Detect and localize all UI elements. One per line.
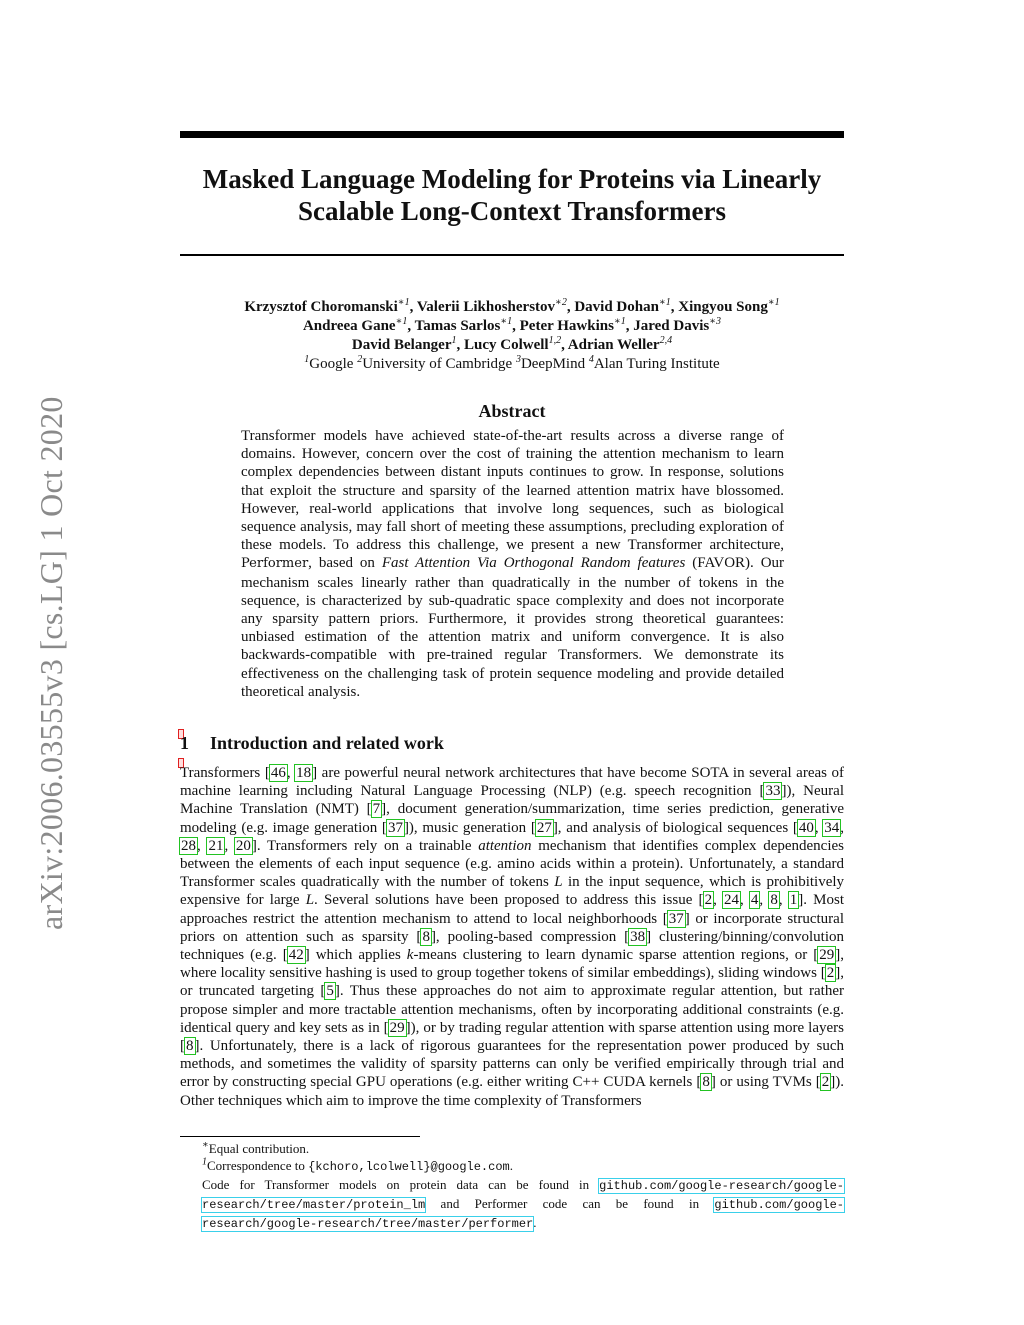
title-line-2: Scalable Long-Context Transformers (298, 196, 726, 226)
citation-link[interactable]: 18 (296, 765, 312, 781)
footnote-text: . (533, 1215, 537, 1230)
citation-link[interactable]: 42 (288, 947, 304, 964)
author-sep: , (625, 318, 634, 334)
author-sep: , (561, 337, 568, 353)
section-heading (180, 733, 444, 754)
title-line-1: Masked Language Modeling for Proteins via Linearly (202, 164, 822, 194)
footnote-text: Correspondence to (207, 1158, 309, 1173)
citation-link[interactable]: 29 (819, 947, 835, 964)
affiliations-line (170, 355, 854, 374)
author-sep: , (409, 299, 417, 315)
author-name: Adrian Weller (567, 337, 660, 353)
author-name: David Dohan (574, 299, 659, 315)
footnote-text: Code for Transformer models on protein data can be found in (202, 1177, 600, 1192)
author-name: Xingyou Song (678, 299, 768, 315)
author-name: Krzysztof Choromanski (244, 299, 398, 315)
author-sup: ∗1 (395, 316, 408, 327)
body-text: ], where locality sensitive hashing is used to group together tokens of similar embeddings), sliding windows [ (180, 947, 845, 982)
citation-link[interactable]: 46 (270, 765, 286, 781)
citation-link[interactable]: 2 (704, 892, 713, 909)
author-sup: 1 (451, 335, 457, 346)
performer-link[interactable]: github.com/google-research/google-research/tree/master/performer (202, 1198, 844, 1231)
author-name: Jared Davis (633, 318, 710, 334)
author-line-3 (170, 336, 854, 355)
body-text: Transformers [ (180, 765, 270, 781)
aff-sup: 3 (515, 354, 521, 365)
arxiv-stamp: arXiv:2006.03555v3 [cs.LG] 1 Oct 2020 (33, 396, 69, 930)
citation-link[interactable]: 8 (770, 892, 778, 909)
abstract-text: Transformer models have achieved state-of-the-art results across a diverse range of domains. However, concern over the cost of training the attention mechanism to learn complex dependencies between distant inputs continues to grow. In response, solutions that exploit the structure and sparsity of the learned attention matrix have blossomed. However, real-world applications that involve long sequences, such as biological sequence analysis, may fall short of meeting these assumptions, precluding exploration of these models. To address this challenge, we present a new Transformer architecture, (241, 428, 784, 554)
section-number: 1 (180, 733, 189, 753)
footnote-rule (180, 1136, 420, 1137)
section-title: Introduction and related work (210, 733, 444, 753)
performer-name: Performer (241, 556, 309, 572)
footnote-text: . (509, 1158, 513, 1173)
abstract-text: (FAVOR). Our mechanism scales linearly rather than quadratically in the number of tokens in the sequence, is characterized by sub-quadratic space complexity and does not incorporate any sparsity pattern priors. Furthermore, it provides strong theoretical guarantees: unbiased estimation of the attention matrix and uniform convergence. It is also backwards-compatible with pre-trained regular Transformers. We demonstrate its effectiveness on the challenging task of protein sequence modeling and provide detailed theoretical analysis. (241, 555, 785, 700)
protein-lm-link[interactable]: github.com/google-research/google-research/tree/master/protein_lm (202, 1179, 844, 1212)
body-text: ] which applies (304, 947, 401, 964)
citation-link[interactable]: 33 (765, 783, 781, 800)
author-sup: 1,2 (548, 335, 562, 346)
affiliation: Google (309, 356, 358, 372)
body-text: ]. Most approaches restrict the attention mechanism to attend to local neighborhoods [ (180, 892, 845, 927)
author-line-1 (170, 298, 854, 317)
author-sep: , (566, 299, 575, 315)
citation-link[interactable]: 2 (821, 1074, 830, 1091)
body-text: ]. Thus these approaches do not aim to approximate regular attention, but rather propose simpler and more tractable attention mechanisms, often by incorporating additional constraints (e.g. identical query and key sets as in [ (180, 983, 844, 1036)
citation-link[interactable]: 34 (824, 819, 840, 836)
body-text: ]). Other techniques which aim to improve the time complexity of Transformers (180, 1074, 845, 1109)
citation-link[interactable]: 7 (372, 801, 381, 818)
math-L: L (305, 892, 315, 909)
footnote-text: Equal contribution. (208, 1141, 310, 1156)
body-text: ], pooling-based compression [ (430, 928, 630, 945)
title-top-rule (180, 131, 844, 138)
body-text: ] or using TVMs [ (710, 1074, 821, 1091)
author-block (170, 298, 854, 374)
footnote-equal-contribution (180, 1140, 844, 1157)
citation-link[interactable]: 24 (723, 892, 739, 909)
author-sup: ∗1 (500, 316, 513, 327)
body-text: . Several solutions have been proposed to address this issue [ (314, 892, 704, 909)
author-line-2 (170, 317, 854, 336)
body-text: -means clustering to learn dynamic sparse attention regions, or [ (413, 947, 819, 964)
footnote-mark: 1 (202, 1156, 207, 1168)
body-text: ]. Transformers rely on a trainable (251, 837, 472, 854)
body-text: mechanism that identifies complex dependencies between the elements of each input sequence (e.g. amino acids within a protein). Unfortunately, a standard Transformer scales quadratically with the number of tokens (180, 837, 845, 891)
author-sep: , (512, 318, 520, 334)
affiliation: University of Cambridge (362, 356, 516, 372)
citation-link[interactable]: 4 (750, 892, 759, 909)
footnote-mark: ∗ (202, 1139, 209, 1151)
author-name: Valerii Likhosherstov (416, 299, 556, 315)
body-text: ]), music generation [ (403, 819, 536, 836)
favor-expansion: Fast Attention Via Orthogonal Random features (381, 555, 686, 572)
citation-link[interactable]: 37 (668, 910, 684, 927)
abstract-heading: Abstract (478, 401, 546, 421)
body-text: ], document generation/summarization, time series prediction, generative modeling (e.g. image generation [ (180, 801, 844, 836)
aff-sup: 1 (304, 354, 310, 365)
citation-link[interactable]: 8 (422, 928, 430, 945)
paper-title (170, 163, 854, 227)
citation-link[interactable]: 37 (387, 819, 403, 836)
citation-link[interactable]: 29 (389, 1019, 405, 1036)
author-sup: ∗1 (767, 297, 780, 308)
author-name: Peter Hawkins (519, 318, 614, 334)
citation-link[interactable]: 28 (181, 837, 196, 854)
body-text: ]), Neural Machine Translation (NMT) [ (180, 783, 844, 818)
aff-sup: 4 (588, 354, 594, 365)
citation-link[interactable]: 38 (630, 928, 646, 945)
aff-sup: 2 (357, 354, 363, 365)
author-sep: , (456, 337, 464, 353)
body-text: ], or truncated targeting [ (180, 965, 844, 1000)
affiliation: Alan Turing Institute (593, 356, 720, 372)
citation-link[interactable]: 2 (826, 965, 835, 982)
section-body: Transformers [46, 18] are powerful neural network architectures that have become SOTA in several areas of machine learning including Natural Language Processing (NLP) (e.g. speech recognition [33]), Neural Machine Translation (NMT) [7], document generation/summarization, time series prediction, generative modeling (e.g. image generation [37]), music generation [27], and analysis of biological sequences [40, 34, 28, 21, 20]. Transformers rely on a trainable attention mechanism that identifies complex dependencies between the elements of each input sequence (e.g. amino acids within a protein). Unfortunately, a standard Transformer scales quadratically with the number of tokens L in the input sequence, which is prohibitively expensive for large L. Several solutions have been proposed to address this issue [2, 24, 4, 8, 1]. Most approaches restrict the attention mechanism to attend to local neighborhoods [37] or incorporate structural priors on attention such as sparsity [8], pooling-based compression [38] clustering/binning/convolution techniques (e.g. [42] which applies k-means clustering to learn dynamic sparse attention regions, or [29], where locality sensitive hashing is used to group together tokens of similar embeddings), sliding windows [2], or truncated targeting [5]. Thus these approaches do not aim to approximate regular attention, but rather propose simpler and more tractable attention mechanisms, often by incorporating additional constraints (e.g. identical query and key sets as in [29]), or by trading regular attention with sparse attention using more layers [8]. Unfortunately, there is a lack of rigorous guarantees for the representation power produced by such methods, and sometimes the validity of sparsity patterns can only be verified empirically through trial and error by constructing special GPU operations (e.g. either writing C++ CUDA kernels [8] or using TVMs [2]). Other techniques which aim to improve the time complexity of Transformers (180, 765, 845, 1109)
body-text: ]), or by trading regular attention with sparse attention using more layers [ (180, 1019, 844, 1055)
citation-link[interactable]: 27 (536, 819, 552, 836)
attention-term: attention (478, 837, 532, 854)
footnote-correspondence (180, 1157, 844, 1176)
title-bottom-rule (180, 254, 844, 256)
footnotes (180, 1140, 844, 1233)
body-text: ], and analysis of biological sequences [ (552, 819, 798, 836)
author-sep: , (670, 299, 679, 315)
author-sup: ∗1 (397, 297, 410, 308)
email-address: {kchoro,lcolwell}@google.com (308, 1160, 510, 1174)
body-text: ] or incorporate structural priors on attention such as sparsity [ (180, 910, 844, 945)
author-sup: 2,4 (659, 335, 673, 346)
citation-link[interactable]: 21 (208, 837, 224, 854)
author-sup: ∗1 (613, 316, 626, 327)
author-name: Andreea Gane (302, 318, 396, 334)
body-text: in the input sequence, which is prohibitively expensive for large (180, 874, 845, 909)
affiliation: DeepMind (520, 356, 589, 372)
author-sup: ∗1 (658, 297, 671, 308)
body-text: ] clustering/binning/convolution techniques (e.g. [ (180, 928, 844, 964)
author-name: Lucy Colwell (464, 337, 549, 353)
author-name: Tamas Sarlos (414, 318, 501, 334)
math-k: k (406, 947, 414, 964)
author-sep: , (407, 318, 415, 334)
citation-link[interactable]: 8 (702, 1074, 710, 1091)
author-name: David Belanger (351, 337, 452, 353)
abstract-text: , based on (308, 555, 375, 572)
author-sup: ∗2 (555, 297, 567, 308)
citation-link[interactable]: 20 (235, 837, 251, 854)
citation-link[interactable]: 40 (798, 819, 814, 836)
body-text: ]. Unfortunately, there is a lack of rigorous guarantees for the representation power produced by such methods, and sometimes the validity of sparsity patterns can only be verified empirically through trial and error by constructing special GPU operations (e.g. either writing C++ CUDA kernels [ (180, 1038, 844, 1091)
author-sup: ∗3 (709, 316, 722, 327)
footnote-code (180, 1176, 844, 1233)
abstract-body (241, 427, 784, 701)
body-text: ] are powerful neural network architectures that have become SOTA in several areas of machine learning including Natural Language Processing (NLP) (e.g. speech recognition [ (180, 765, 845, 800)
citation-link[interactable]: 5 (326, 983, 334, 1000)
citation-link[interactable]: 1 (789, 892, 798, 909)
citation-link[interactable]: 8 (186, 1038, 194, 1055)
math-L: L (554, 874, 563, 891)
footnote-text: and Performer code can be found in (425, 1196, 715, 1211)
